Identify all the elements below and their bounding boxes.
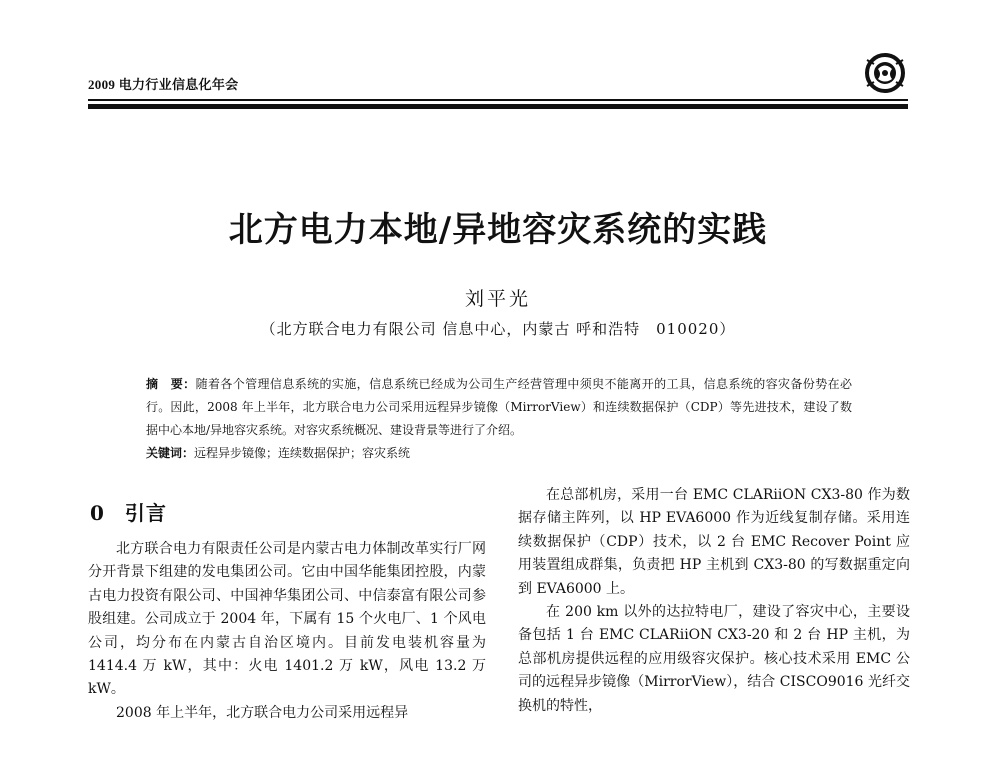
- abstract-text: 随着各个管理信息系统的实施，信息系统已经成为公司生产经营管理中须臾不能离开的工具，信息系统的容灾备份势在必行。因此，2008 年上半年，北方联合电力公司采用远程异步镜像（MirrorView）和连续数据保护（CDP）等先进技术，建设了数据中心本地/异地容灾系统。对容灾系统概况、建设背景等进行了介绍。: [146, 377, 852, 437]
- keywords-text: 远程异步镜像；连续数据保护；容灾系统: [194, 446, 411, 460]
- right-paragraph-1: 在总部机房，采用一台 EMC CLARiiON CX3-80 作为数据存储主阵列，以 HP EVA6000 作为近线复制存储。采用连续数据保护（CDP）技术，以 2 台 EMC Recover Point 应用装置组成群集，负责把 HP 主机到 CX3-80 的写数据重定向到 EVA6000 上。: [518, 487, 910, 597]
- circular-emblem-icon: [862, 52, 908, 94]
- right-paragraph-2: 在 200 km 以外的达拉特电厂，建设了容灾中心，主要设备包括 1 台 EMC CLARiiON CX3-20 和 2 台 HP 主机，为总部机房提供远程的应用级容灾保护。核心技术采用 EMC 公司的远程异步镜像（MirrorView），结合 CISCO9016 光纤交换机的特性，: [518, 604, 910, 714]
- running-header: 2009 电力行业信息化年会: [88, 77, 239, 92]
- section-title: 引言: [124, 501, 167, 525]
- author-name: 刘平光: [464, 288, 531, 310]
- keywords-line: [146, 442, 852, 465]
- section-number: 0: [90, 501, 105, 525]
- paper-title: 北方电力本地/异地容灾系统的实践: [228, 210, 768, 250]
- keywords-label: 关键词：: [146, 446, 195, 460]
- abstract-label: 摘 要：: [146, 377, 196, 391]
- abstract-block: [146, 373, 852, 465]
- header-rule-thin: [88, 99, 908, 101]
- section-heading: [90, 497, 167, 526]
- left-column: [88, 538, 486, 725]
- header-rule-thick: [88, 104, 908, 109]
- left-paragraph-1: 北方联合电力有限责任公司是内蒙古电力体制改革实行厂网分开背景下组建的发电集团公司。它由中国华能集团控股，内蒙古电力投资有限公司、中国神华集团公司、中信泰富有限公司参股组建。公司成立于 2004 年，下属有 15 个火电厂、1 个风电公司，均分布在内蒙古自治区境内。目前发电装机容量为 1414.4 万 kW，其中：火电 1401.2 万 kW，风电 13.2 万 kW。: [88, 541, 486, 698]
- left-paragraph-2: 2008 年上半年，北方联合电力公司采用远程异: [116, 704, 409, 721]
- right-column: [518, 484, 910, 718]
- abstract-paragraph: [146, 373, 852, 442]
- author-affiliation: （北方联合电力有限公司 信息中心，内蒙古 呼和浩特 010020）: [260, 320, 736, 338]
